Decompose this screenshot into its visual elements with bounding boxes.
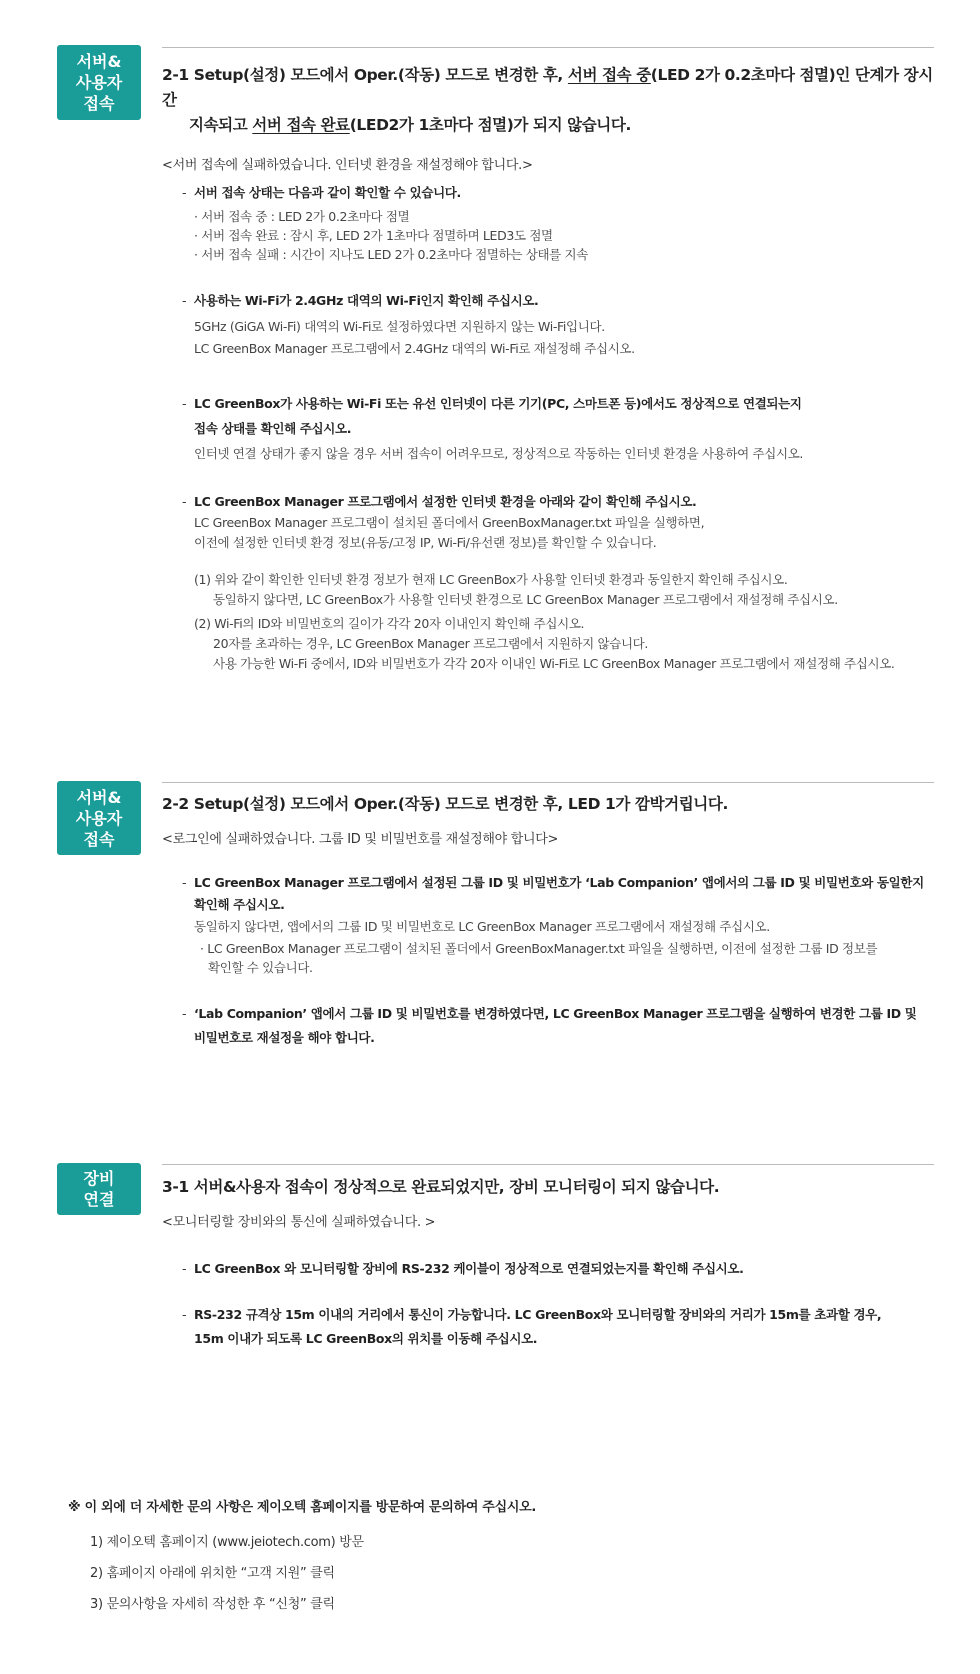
section-content (162, 63, 940, 674)
section-content (162, 1175, 940, 1350)
section-divider (162, 782, 934, 783)
footer-step: 2) 홈페이지 아래에 위치한 “고객 지원” 클릭 (90, 1566, 335, 1581)
item-heading: LC GreenBox가 사용하는 Wi-Fi 또는 유선 인터넷이 다른 기기(PC, 스마트폰 등)에서도 정상적으로 연결되는지 (194, 396, 802, 411)
item-heading: 접속 상태를 확인해 주십시오. (194, 421, 352, 436)
item-heading: RS-232 규격상 15m 이내의 거리에서 통신이 가능합니다. LC GreenBox와 모니터링할 장비와의 거리가 15m를 초과할 경우, (194, 1307, 882, 1322)
section-title: 2-2 Setup(설정) 모드에서 Oper.(작동) 모드로 변경한 후, LED 1가 깜박거립니다. (162, 795, 728, 813)
item-heading: LC GreenBox Manager 프로그램에서 설정한 인터넷 환경을 아래와 같이 확인해 주십시오. (194, 494, 697, 509)
numbered-item-text: 20자를 초과하는 경우, LC GreenBox Manager 프로그램에서 지원하지 않습니다. (213, 636, 649, 651)
category-badge: 서버& 사용자 접속 (57, 781, 141, 855)
list-item: - RS-232 규격상 15m 이내의 거리에서 통신이 가능합니다. LC GreenBox와 모니터링할 장비와의 거리가 15m를 초과할 경우, 15m 이내가 되도록 LC GreenBox의 위치를 이동해 주십시오. (182, 1304, 940, 1350)
title-underlined-text: 서버 접속 중 (567, 66, 651, 84)
footer-step: 1) 제이오텍 홈페이지 (www.jeiotech.com) 방문 (90, 1535, 364, 1550)
footer-heading: ※ 이 외에 더 자세한 문의 사항은 제이오텍 홈페이지를 방문하여 문의하여 주십시오. (68, 1500, 536, 1515)
item-text: LC GreenBox Manager 프로그램에서 2.4GHz 대역의 Wi-Fi로 재설정해 주십시오. (194, 341, 635, 356)
title-text: 지속되고 (189, 116, 253, 134)
error-notice: <서버 접속에 실패하였습니다. 인터넷 환경을 재설정해야 합니다.> (162, 158, 533, 173)
item-heading: LC GreenBox 와 모니터링할 장비에 RS-232 케이블이 정상적으로 연결되었는지를 확인해 주십시오. (194, 1261, 744, 1276)
list-item: - LC GreenBox Manager 프로그램에서 설정한 인터넷 환경을 아래와 같이 확인해 주십시오. LC GreenBox Manager 프로그램이 설치된 폴더에서 GreenBoxManager.txt 파일을 실행하면, 이전에 설정한 인터넷 환경 정보(유동/고정 IP, Wi-Fi/유선랜 정보)를 확인할 수 있습니다. (1) 위와 같이 확인한 인터넷 환경 정보가 현재 LC GreenBox가 사용할 인터넷 환경과 동일한지 확인해 주십시오. 동일하지 않다면, LC GreenBox가 사용할 인터넷 환경으로 LC GreenBox Manager 프로그램에서 재설정해 주십시오. (2) Wi-Fi의 ID와 비밀번호의 길이가 각각 20자 이내인지 확인해 주십시오. 20자를 초과하는 경우, LC GreenBox Manager 프로그램에서 지원하지 않습니다. 사용 가능한 Wi-Fi 중에서, ID와 비밀번호가 각각 20자 이내인 Wi-Fi로 LC GreenBox Manager 프로그램에서 재설정해 주십시오. (182, 491, 940, 674)
item-heading: 확인해 주십시오. (194, 897, 285, 912)
title-text: 2-1 Setup(설정) 모드에서 Oper.(작동) 모드로 변경한 후, (162, 66, 568, 84)
category-badge: 장비 연결 (57, 1163, 141, 1215)
sub-bullet-text: 확인할 수 있습니다. (208, 960, 313, 975)
list-item: - LC GreenBox가 사용하는 Wi-Fi 또는 유선 인터넷이 다른 기기(PC, 스마트폰 등)에서도 정상적으로 연결되는지 접속 상태를 확인해 주십시오. 인터넷 연결 상태가 좋지 않을 경우 서버 접속이 어려우므로, 정상적으로 작동하는 인터넷 환경을 사용하여 주십시오. (182, 393, 940, 463)
item-heading: 사용하는 Wi-Fi가 2.4GHz 대역의 Wi-Fi인지 확인해 주십시오. (194, 293, 539, 308)
item-text: 이전에 설정한 인터넷 환경 정보(유동/고정 IP, Wi-Fi/유선랜 정보)를 확인할 수 있습니다. (194, 535, 657, 550)
item-heading: ‘Lab Companion’ 앱에서 그룹 ID 및 비밀번호를 변경하였다면, LC GreenBox Manager 프로그램을 실행하여 변경한 그룹 ID 및 (194, 1006, 917, 1021)
error-notice: <로그인에 실패하였습니다. 그룹 ID 및 비밀번호를 재설정해야 합니다> (162, 832, 559, 847)
sub-bullet: · 서버 접속 중 : LED 2가 0.2초마다 점멸 (194, 209, 410, 224)
list-item: - 사용하는 Wi-Fi가 2.4GHz 대역의 Wi-Fi인지 확인해 주십시오. 5GHz (GiGA Wi-Fi) 대역의 Wi-Fi로 설정하였다면 지원하지 않는 Wi-Fi입니다. LC GreenBox Manager 프로그램에서 2.4GHz 대역의 Wi-Fi로 재설정해 주십시오. (182, 290, 940, 360)
list-item: - LC GreenBox 와 모니터링할 장비에 RS-232 케이블이 정상적으로 연결되었는지를 확인해 주십시오. (182, 1258, 940, 1280)
item-heading: 서버 접속 상태는 다음과 같이 확인할 수 있습니다. (194, 185, 461, 200)
list-item: - ‘Lab Companion’ 앱에서 그룹 ID 및 비밀번호를 변경하였다면, LC GreenBox Manager 프로그램을 실행하여 변경한 그룹 ID 및 비밀번호로 재설정을 해야 합니다. (182, 1003, 940, 1049)
sub-bullet: · 서버 접속 완료 : 잠시 후, LED 2가 1초마다 점멸하며 LED3도 점멸 (194, 228, 553, 243)
title-second-line (162, 113, 940, 138)
item-text: 동일하지 않다면, 앱에서의 그룹 ID 및 비밀번호로 LC GreenBox Manager 프로그램에서 재설정해 주십시오. (194, 919, 770, 934)
title-text: (LED2가 1초마다 점멸)가 되지 않습니다. (349, 116, 631, 134)
error-notice: <모니터링할 장비와의 통신에 실패하였습니다. > (162, 1215, 436, 1230)
list-item: - 서버 접속 상태는 다음과 같이 확인할 수 있습니다. · 서버 접속 중 : LED 2가 0.2초마다 점멸 · 서버 접속 완료 : 잠시 후, LED 2가 1초마다 점멸하며 LED3도 점멸 · 서버 접속 실패 : 시간이 지나도 LED 2가 0.2초마다 점멸하는 상태를 지속 (182, 182, 940, 264)
item-heading: 15m 이내가 되도록 LC GreenBox의 위치를 이동해 주십시오. (194, 1331, 538, 1346)
footer-contact-info (68, 1498, 948, 1615)
section-title: 3-1 서버&사용자 접속이 정상적으로 완료되었지만, 장비 모니터링이 되지 않습니다. (162, 1178, 720, 1196)
numbered-item: (1) 위와 같이 확인한 인터넷 환경 정보가 현재 LC GreenBox가 사용할 인터넷 환경과 동일한지 확인해 주십시오. (194, 572, 788, 587)
item-text: 인터넷 연결 상태가 좋지 않을 경우 서버 접속이 어려우므로, 정상적으로 작동하는 인터넷 환경을 사용하여 주십시오. (194, 446, 804, 461)
numbered-item: (2) Wi-Fi의 ID와 비밀번호의 길이가 각각 20자 이내인지 확인해 주십시오. (194, 616, 585, 631)
sub-bullet: · 서버 접속 실패 : 시간이 지나도 LED 2가 0.2초마다 점멸하는 상태를 지속 (194, 247, 588, 262)
section-divider (162, 47, 934, 48)
title-underlined-text: 서버 접속 완료 (252, 116, 350, 134)
title-text: (LED 2가 0.2초마다 점멸)인 단계가 장시간 (162, 66, 933, 109)
footer-step: 3) 문의사항을 자세히 작성한 후 “신청” 클릭 (90, 1597, 335, 1612)
section-divider (162, 1164, 934, 1165)
category-badge: 서버& 사용자 접속 (57, 45, 141, 120)
section-content (162, 792, 940, 1049)
sub-bullet: · LC GreenBox Manager 프로그램이 설치된 폴더에서 GreenBoxManager.txt 파일을 실행하면, 이전에 설정한 그룹 ID 정보를 (200, 941, 878, 956)
item-text: 5GHz (GiGA Wi-Fi) 대역의 Wi-Fi로 설정하였다면 지원하지 않는 Wi-Fi입니다. (194, 319, 605, 334)
section-title (162, 63, 940, 138)
list-item: - LC GreenBox Manager 프로그램에서 설정된 그룹 ID 및 비밀번호가 ‘Lab Companion’ 앱에서의 그룹 ID 및 비밀번호와 동일한지 확인해 주십시오. 동일하지 않다면, 앱에서의 그룹 ID 및 비밀번호로 LC GreenBox Manager 프로그램에서 재설정해 주십시오. · LC GreenBox Manager 프로그램이 설치된 폴더에서 GreenBoxManager.txt 파일을 실행하면, 이전에 설정한 그룹 ID 정보를 확인할 수 있습니다. (182, 872, 940, 977)
item-heading: LC GreenBox Manager 프로그램에서 설정된 그룹 ID 및 비밀번호가 ‘Lab Companion’ 앱에서의 그룹 ID 및 비밀번호와 동일한지 (194, 875, 924, 890)
numbered-item-text: 사용 가능한 Wi-Fi 중에서, ID와 비밀번호가 각각 20자 이내인 Wi-Fi로 LC GreenBox Manager 프로그램에서 재설정해 주십시오. (213, 656, 895, 671)
item-heading: 비밀번호로 재설정을 해야 합니다. (194, 1030, 375, 1045)
numbered-item-text: 동일하지 않다면, LC GreenBox가 사용할 인터넷 환경으로 LC GreenBox Manager 프로그램에서 재설정해 주십시오. (213, 592, 838, 607)
item-text: LC GreenBox Manager 프로그램이 설치된 폴더에서 GreenBoxManager.txt 파일을 실행하면, (194, 515, 705, 530)
